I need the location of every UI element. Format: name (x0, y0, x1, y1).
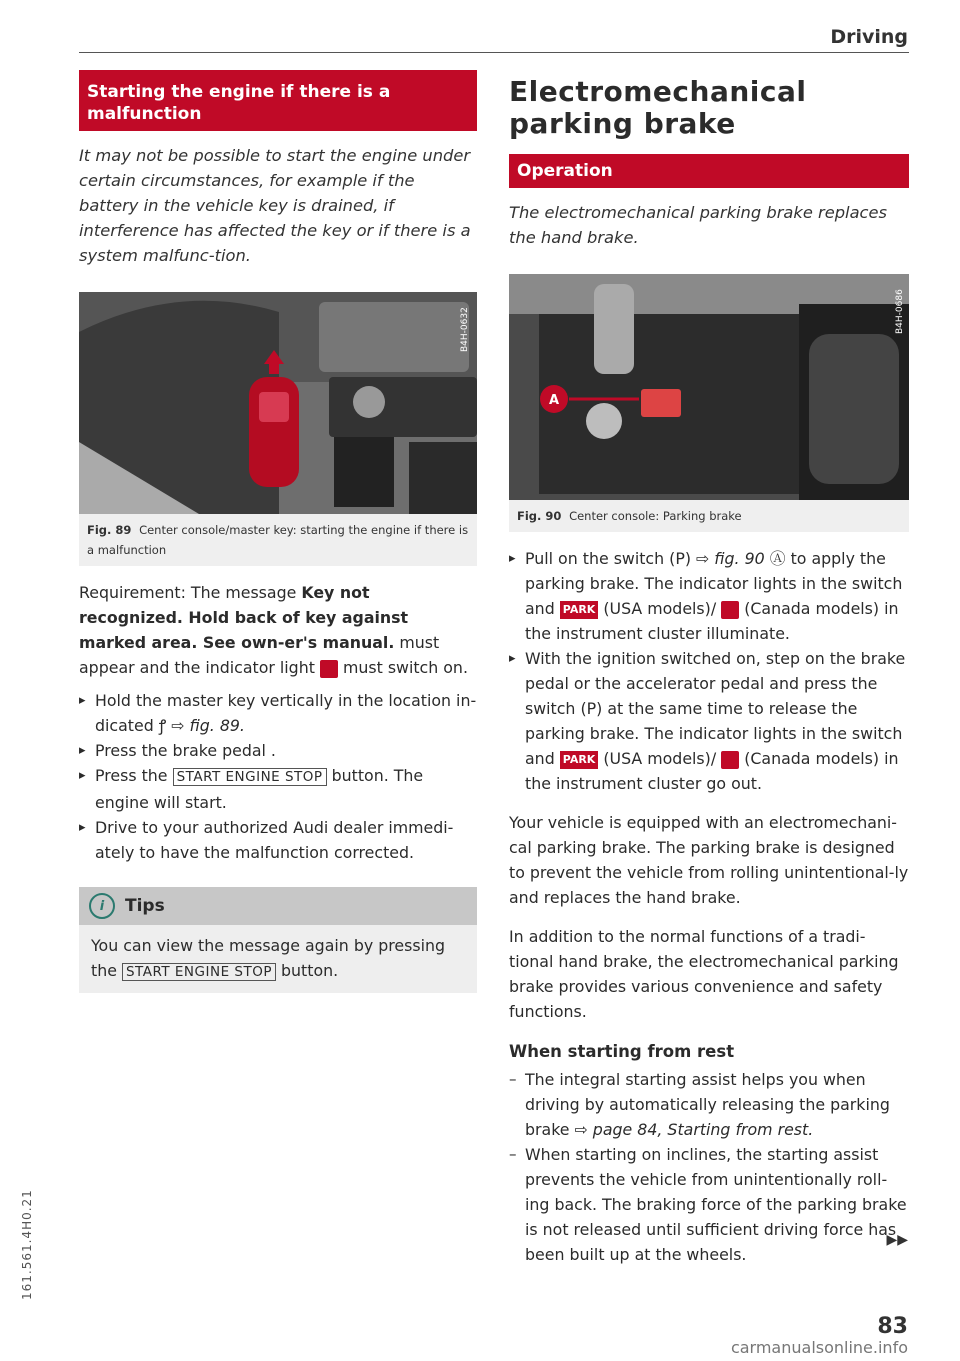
dash-1-text: The integral starting assist helps you when driving by automatically releasing the parking brake (525, 1070, 890, 1139)
step-item (509, 546, 909, 646)
step-release-d: (Canada models) in the instrument cluster go out. (525, 749, 899, 793)
para-functions: In addition to the normal functions of a tradi-tional hand brake, the electromechanical parking brake provides various convenience and safety functions. (509, 927, 899, 1021)
starting-assist-list (509, 1067, 909, 1267)
continue-arrow-icon: ▶▶ (886, 1232, 908, 1248)
right-steps (509, 546, 909, 796)
step-release-a: With the ignition switched on, step on the brake pedal or the accelerator pedal and press the switch (P) at the same time to release the parking brake. The indicator lights in the switch and (525, 649, 906, 768)
requirement-suffix-2: must switch on. (342, 658, 468, 677)
callout-a-icon: Ⓐ (769, 549, 786, 568)
step-apply-c: (USA models)/ (603, 599, 717, 618)
step-1-ref[interactable]: ⇨ fig. 89. (171, 716, 245, 735)
figure-89-code: B4H-0632 (460, 307, 470, 352)
requirement-message: Key not recognized. Hold back of key against marked area. See own-er's manual. (79, 583, 409, 652)
tips-box (79, 887, 477, 993)
info-icon: i (89, 893, 115, 919)
figure-90-number: Fig. 90 (517, 509, 562, 523)
tips-header (79, 887, 477, 925)
right-column (509, 76, 909, 1267)
tips-text-before: You can view the message again by pressing the (91, 936, 445, 980)
tips-title: Tips (125, 896, 165, 916)
dash-1-ref[interactable]: ⇨ page 84, Starting from rest. (574, 1120, 814, 1139)
header-rule (79, 52, 909, 53)
brake-indicator-icon (721, 751, 739, 769)
requirement-suffix: must appear and the indicator light (79, 633, 440, 677)
document-code: 161.561.4H0.21 (20, 1189, 34, 1300)
tips-text-after: button. (281, 961, 339, 980)
brake-indicator-icon (721, 601, 739, 619)
key-indicator-icon (320, 660, 338, 678)
step-item (79, 763, 477, 815)
section-title: Driving (830, 26, 908, 48)
left-column (79, 70, 477, 993)
figure-89-number: Fig. 89 (87, 523, 132, 537)
step-item (509, 646, 909, 796)
dash-item: – When starting on inclines, the starting assist prevents the vehicle from unintentionally roll-ing back. The braking force of the parking brake is not released until sufficient driving force has been built up at the wheels. (509, 1142, 909, 1267)
figure-90 (509, 274, 909, 532)
right-intro: The electromechanical parking brake replaces the hand brake. (509, 203, 888, 247)
watermark: carmanualsonline.info (730, 1338, 908, 1357)
step-3-suffix: button. The engine will start. (95, 766, 424, 812)
step-3-text: Press the (95, 766, 168, 785)
park-indicator: PARK (560, 751, 599, 769)
center-console-key-image (79, 292, 477, 514)
step-item: ▸ Press the brake pedal . (79, 738, 477, 763)
subhead-starting-from-rest: When starting from rest (509, 1042, 735, 1061)
step-item: ▸ Drive to your authorized Audi dealer immedi-ately to have the malfunction corrected. (79, 815, 477, 865)
page-number: 83 (877, 1314, 908, 1339)
figure-code-89 (460, 307, 470, 352)
left-steps (79, 688, 477, 865)
figure-90-caption-text: Center console: Parking brake (569, 509, 742, 523)
para-equipped: Your vehicle is equipped with an electromechani-cal parking brake. The parking brake is designed to prevent the vehicle from rolling unintentional-ly and replaces the hand brake. (509, 813, 909, 907)
key-symbol-icon: ꝭ (158, 716, 167, 735)
figure-89-caption-text: Center console/master key: starting the engine if there is a malfunction (87, 523, 469, 557)
figure-90-caption (509, 500, 909, 532)
park-indicator: PARK (560, 601, 599, 619)
left-section-heading: Starting the engine if there is a malfunction (79, 70, 477, 131)
step-item (79, 688, 477, 738)
step-apply-a: Pull on the switch (P) (525, 549, 692, 568)
start-engine-stop-key: START ENGINE STOP (173, 768, 327, 786)
requirement-prefix: Requirement: The message (79, 583, 297, 602)
tips-body (79, 925, 477, 993)
step-apply-d: (Canada models) in the instrument cluster illuminate. (525, 599, 899, 643)
left-intro: It may not be possible to start the engine under certain circumstances, for example if the battery in the vehicle key is drained, if interference has affected the key or if there is a system malfunc-tion. (79, 146, 471, 265)
right-section-heading: Operation (509, 154, 909, 188)
step-apply-b: to apply the parking brake. The indicator lights in the switch and (525, 549, 903, 618)
chapter-title: Electromechanical parking brake (509, 75, 807, 140)
dash-item (509, 1067, 909, 1142)
figure-89 (79, 292, 477, 566)
figure-90-code: B4H-0686 (895, 289, 905, 334)
parking-brake-image (509, 274, 909, 500)
figure-89-caption (79, 514, 477, 566)
requirement-paragraph (79, 580, 477, 680)
step-apply-ref[interactable]: ⇨ fig. 90 (696, 549, 765, 568)
svg-text:A: A (548, 393, 560, 408)
step-release-c: (USA models)/ (603, 749, 717, 768)
step-1-text: Hold the master key vertically in the location in-dicated (95, 691, 477, 735)
tips-start-engine-stop-key: START ENGINE STOP (122, 963, 276, 981)
